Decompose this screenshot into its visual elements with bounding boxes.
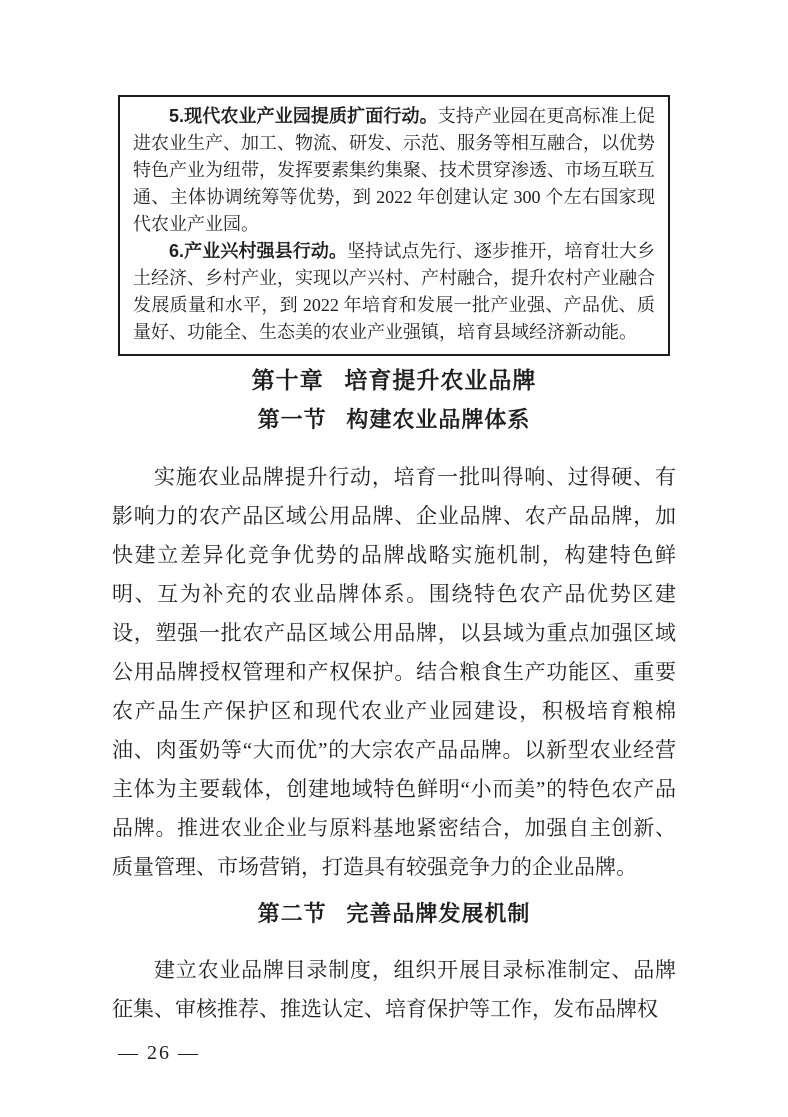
- chapter-number: 第十章: [251, 367, 324, 393]
- page-content: [112, 95, 676, 1029]
- action-item-6: [133, 238, 655, 346]
- section-2-paragraph: 建立农业品牌目录制度，组织开展目录标准制定、品牌征集、审核推荐、推选认定、培育保护等工作，发布品牌权: [112, 958, 676, 1021]
- chapter-heading: [112, 368, 676, 393]
- action-item-5: [133, 103, 655, 238]
- section-1-number: 第一节: [257, 407, 327, 432]
- action-item-6-lead: 6.产业兴村强县行动。: [169, 241, 348, 261]
- action-item-6-body: 坚持试点先行、逐步推开，培育壮大乡土经济、乡村产业，实现以产兴村、产村融合，提升农村产业融合发展质量和水平，到 2022 年培育和发展一批产业强、产品优、质量好、功能全、生态美的农业产业强镇，培育县域经济新动能。: [133, 241, 656, 342]
- section-1-paragraph: 实施农业品牌提升行动，培育一批叫得响、过得硬、有影响力的农产品区域公用品牌、企业品牌、农产品品牌，加快建立差异化竞争优势的品牌战略实施机制，构建特色鲜明、互为补充的农业品牌体系。围绕特色农产品优势区建设，塑强一批农产品区域公用品牌，以县域为重点加强区域公用品牌授权管理和产权保护。结合粮食生产功能区、重要农产品生产保护区和现代农业产业园建设，积极培育粮棉油、肉蛋奶等“大而优”的大宗农产品品牌。以新型农业经营主体为主要载体，创建地域特色鲜明“小而美”的特色农产品品牌。推进农业企业与原料基地紧密结合，加强自主创新、质量管理、市场营销，打造具有较强竞争力的企业品牌。: [112, 465, 676, 879]
- page-footer: [118, 1042, 200, 1065]
- section-1-title: 构建农业品牌体系: [346, 407, 531, 432]
- section-2-title: 完善品牌发展机制: [346, 901, 531, 926]
- section-1-heading: [112, 408, 676, 432]
- chapter-title: 培育提升农业品牌: [344, 367, 537, 393]
- section-2-number: 第二节: [257, 901, 327, 926]
- page-number: — 26 —: [118, 1042, 200, 1064]
- action-items-box: [118, 95, 670, 356]
- section-2-heading: [112, 902, 676, 926]
- action-item-5-body: 支持产业园在更高标准上促进农业生产、加工、物流、研发、示范、服务等相互融合，以优势特色产业为纽带，发挥要素集约集聚、技术贯穿渗透、市场互联互通、主体协调统筹等优势，到 2022 年创建认定 300 个左右国家现代农业产业园。: [133, 106, 655, 234]
- action-item-5-lead: 5.现代农业产业园提质扩面行动。: [169, 106, 438, 126]
